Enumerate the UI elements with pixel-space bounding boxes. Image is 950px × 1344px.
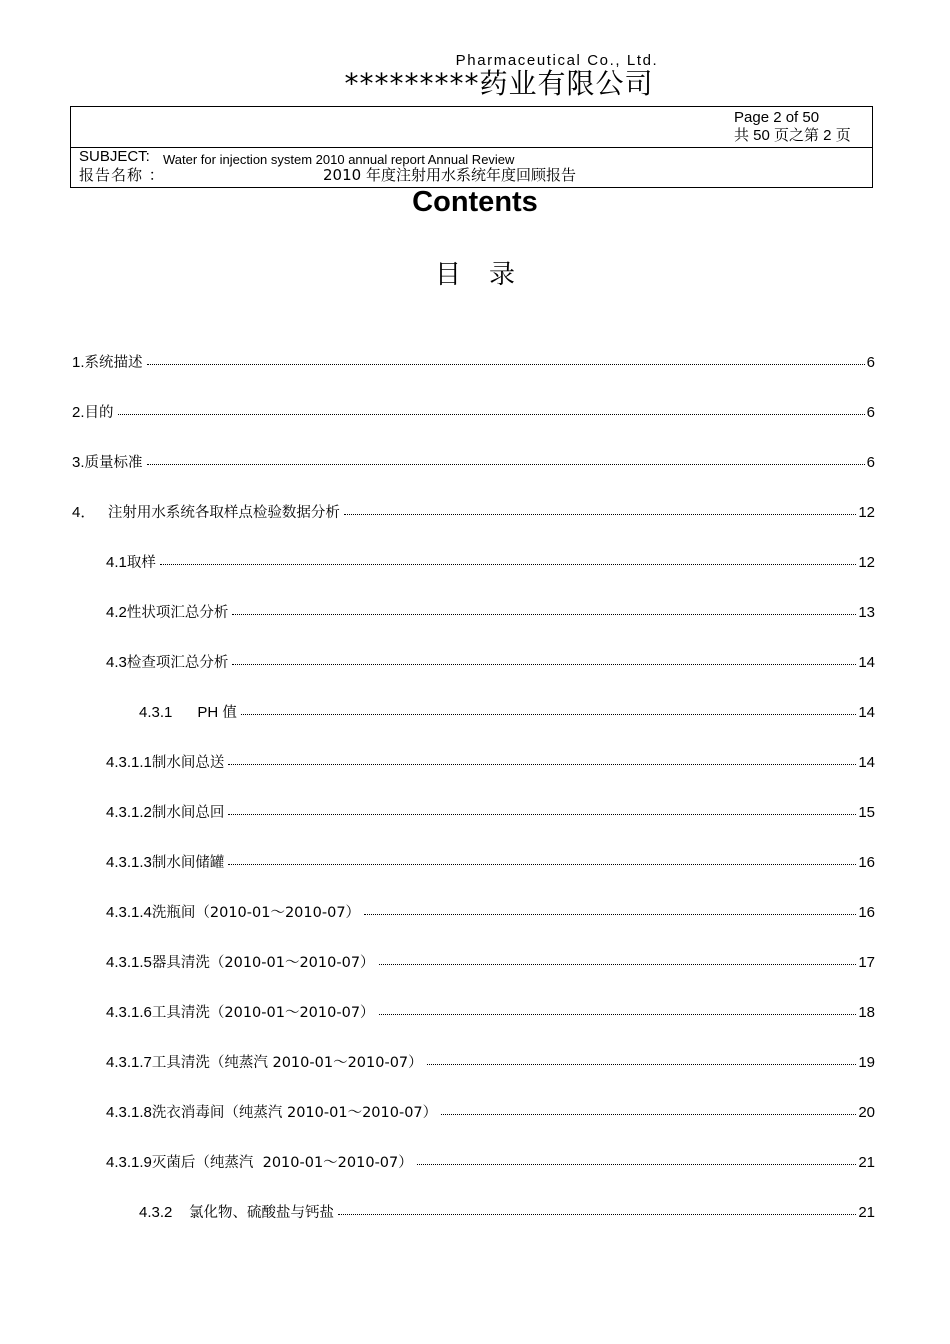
company-name-english: Pharmaceutical Co., Ltd. [455,52,659,69]
toc-entry-number: 4.3.1.8 [106,1104,152,1121]
toc-leader-dots [147,350,865,365]
toc-entry[interactable] [106,902,875,923]
toc-entry[interactable] [72,352,875,373]
toc-entry-number: 4.3.1.7 [106,1054,152,1071]
report-name-value: 2010 年度注射用水系统年度回顾报告 [323,166,576,184]
toc-entry[interactable] [72,502,875,523]
company-name-chinese: *********药业有限公司 [344,67,654,100]
toc-entry-page: 21 [858,1154,875,1171]
toc-entry[interactable] [106,552,875,573]
page-number-chinese: 共 50 页之第 2 页 [734,127,851,144]
toc-entry[interactable] [106,1002,875,1023]
toc-entry[interactable] [106,852,875,873]
toc-leader-dots [118,400,865,415]
toc-entry-title: 制水间储罐 [151,855,225,871]
toc-entry-page: 15 [858,804,875,821]
toc-entry-page: 20 [858,1104,875,1121]
toc-entry-title: 值 [222,705,237,721]
toc-entry-title: 器具清洗（2010-01～2010-07） [151,955,375,971]
toc-leader-dots [232,600,856,615]
toc-entry[interactable] [106,602,875,623]
toc-entry-title: 制水间总送 [151,755,225,771]
toc-leader-dots [228,800,856,815]
page-number-english: Page 2 of 50 [734,109,820,126]
toc-entry-title: 质量标准 [84,455,143,471]
toc-entry-page: 16 [858,904,875,921]
page-info [734,109,851,145]
toc-entry-number: 3. [72,454,85,471]
toc-entry[interactable] [106,802,875,823]
toc-entry-number: 4.3.1.1 [106,754,152,771]
toc-entry-number: 4． [72,504,108,521]
toc-entry-title: 灭菌后（纯蒸汽 2010-01～2010-07） [151,1155,413,1171]
header-page-row [71,107,872,148]
toc-leader-dots [417,1150,857,1165]
toc-entry[interactable] [72,452,875,473]
toc-entry-page: 12 [858,554,875,571]
toc-leader-dots [338,1200,856,1215]
toc-entry-page: 14 [858,704,875,721]
toc-entry-page: 14 [858,654,875,671]
toc-entry-title: 工具清洗（2010-01～2010-07） [151,1005,375,1021]
toc-leader-dots [344,500,856,515]
toc-entry[interactable] [106,652,875,673]
toc-entry-title: 系统描述 [84,355,143,371]
subject-label: SUBJECT: [79,148,150,165]
toc-leader-dots [379,1000,857,1015]
toc-entry[interactable] [106,952,875,973]
toc-entry-page: 21 [858,1204,875,1221]
toc-leader-dots [232,650,856,665]
toc-entry-title: 取样 [126,555,156,571]
toc-entry[interactable] [106,1052,875,1073]
toc-entry-title: 性状项汇总分析 [126,605,229,621]
toc-entry-title: 检查项汇总分析 [126,655,229,671]
toc-entry[interactable] [72,402,875,423]
toc-entry-number: 4.3.1.4 [106,904,152,921]
toc-entry[interactable] [106,752,875,773]
toc-entry-page: 12 [858,504,875,521]
report-name-label: 报告名称 ： [79,166,165,184]
toc-leader-dots [228,750,856,765]
toc-entry-page: 17 [858,954,875,971]
toc-entry-title: 注射用水系统各取样点检验数据分析 [107,505,340,521]
toc-entry-number: 4.3.1 PH [139,704,223,721]
toc-entry-page: 6 [866,354,875,371]
toc-entry-title: 目的 [84,405,114,421]
toc-entry-number: 2. [72,404,85,421]
toc-leader-dots [379,950,857,965]
contents-title: Contents [412,186,538,218]
toc-entry[interactable] [106,1152,875,1173]
toc-entry-page: 18 [858,1004,875,1021]
toc-leader-dots [160,550,856,565]
subject-value: Water for injection system 2010 annual report Annual Review [163,152,515,167]
toc-leader-dots [241,700,856,715]
toc-leader-dots [427,1050,857,1065]
toc-entry-number: 4.1 [106,554,127,571]
toc-entry-title: 洗衣消毒间（纯蒸汽 2010-01～2010-07） [151,1105,438,1121]
toc-entry-number: 4.3.1.3 [106,854,152,871]
toc-entry-number: 4.3 [106,654,127,671]
toc-entry-page: 14 [858,754,875,771]
toc-leader-dots [147,450,865,465]
toc-entry-number: 4.3.1.6 [106,1004,152,1021]
contents-title-chinese: 目录 [434,260,543,290]
toc-entry-number: 4.3.1.2 [106,804,152,821]
toc-entry-page: 16 [858,854,875,871]
toc-entry[interactable] [106,1102,875,1123]
toc-leader-dots [441,1100,856,1115]
toc-entry-number: 4.3.1.9 [106,1154,152,1171]
toc-entry-number: 1. [72,354,85,371]
toc-entry[interactable] [139,702,875,723]
toc-leader-dots [364,900,856,915]
toc-entry-title: 工具清洗（纯蒸汽 2010-01～2010-07） [151,1055,423,1071]
toc-entry-page: 19 [858,1054,875,1071]
toc-entry-title: 制水间总回 [151,805,225,821]
toc-entry-number: 4.3.2 [139,1204,190,1221]
toc-entry-page: 6 [866,454,875,471]
toc-entry-title: 氯化物、硫酸盐与钙盐 [189,1205,335,1221]
toc-entry-page: 13 [858,604,875,621]
toc-entry-number: 4.2 [106,604,127,621]
toc-entry-page: 6 [866,404,875,421]
document-header-table [70,106,873,188]
toc-entry[interactable] [139,1202,875,1223]
toc-leader-dots [228,850,856,865]
toc-entry-number: 4.3.1.5 [106,954,152,971]
toc-entry-title: 洗瓶间（2010-01～2010-07） [151,905,361,921]
